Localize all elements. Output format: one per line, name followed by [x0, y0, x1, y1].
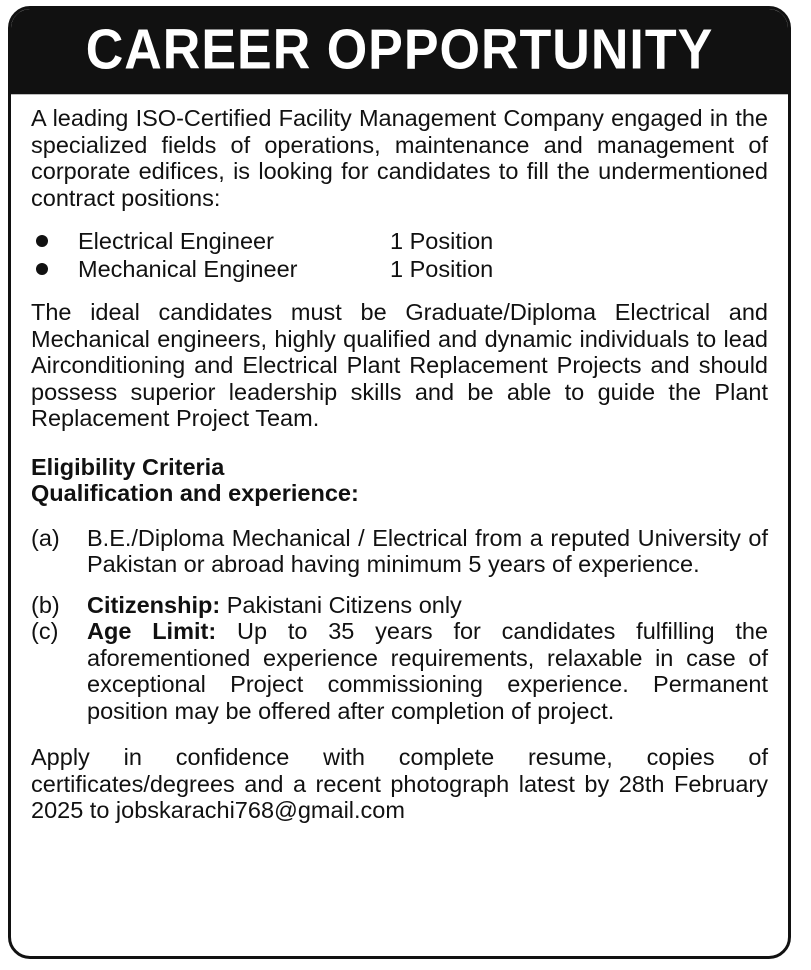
position-title: Mechanical Engineer	[78, 255, 298, 282]
criteria-item	[31, 592, 768, 619]
criteria-item	[31, 525, 768, 578]
position-count: 1 Position	[390, 255, 494, 282]
closing-paragraph: Apply in confidence with complete resume, copies of certificates/degrees and a recent photograph latest by 28th February 2025 to jobskarachi768@gmail.com	[31, 744, 768, 823]
bullet-icon	[36, 235, 48, 247]
criteria-text: Up to 35 years for candidates fulfilling the aforementioned experience requirements, relaxable in case of exceptional Project commissioning experience. Permanent position may be offered after completion of project.	[87, 618, 769, 724]
criteria-label: Age Limit:	[87, 618, 217, 644]
career-advertisement	[8, 6, 791, 959]
criteria-text: Pakistani Citizens only	[226, 591, 462, 618]
criteria-list	[31, 525, 768, 725]
criteria-label: Citizenship:	[87, 591, 221, 618]
criteria-body	[87, 618, 768, 724]
criteria-marker: (a)	[31, 524, 60, 551]
position-row	[31, 227, 768, 255]
eligibility-headings	[31, 454, 768, 507]
criteria-marker: (c)	[31, 618, 59, 644]
criteria-body	[87, 592, 768, 619]
position-title: Electrical Engineer	[78, 227, 274, 254]
criteria-marker: (b)	[31, 591, 60, 618]
position-row	[31, 255, 768, 283]
bullet-icon	[36, 263, 48, 275]
position-count: 1 Position	[390, 227, 494, 254]
description-paragraph: The ideal candidates must be Graduate/Diploma Electrical and Mechanical engineers, highly qualified and dynamic individuals to lead Airconditioning and Electrical Plant Replacement Projects and should possess superior leadership skills and be able to guide the Plant Replacement Project Team.	[31, 299, 768, 431]
qualification-heading: Qualification and experience:	[31, 480, 359, 506]
criteria-text: B.E./Diploma Mechanical / Electrical from a reputed University of Pakistan or abroad having minimum 5 years of experience.	[87, 524, 768, 577]
ad-content	[11, 91, 788, 824]
banner-title: CAREER OPPORTUNITY	[11, 6, 788, 94]
eligibility-heading: Eligibility Criteria	[31, 453, 225, 480]
criteria-item	[31, 618, 768, 724]
intro-paragraph: A leading ISO-Certified Facility Management Company engaged in the specialized fields of operations, maintenance and management of corporate edifices, is looking for candidates to fill the undermentioned contract positions:	[31, 105, 768, 211]
positions-list	[31, 227, 768, 283]
